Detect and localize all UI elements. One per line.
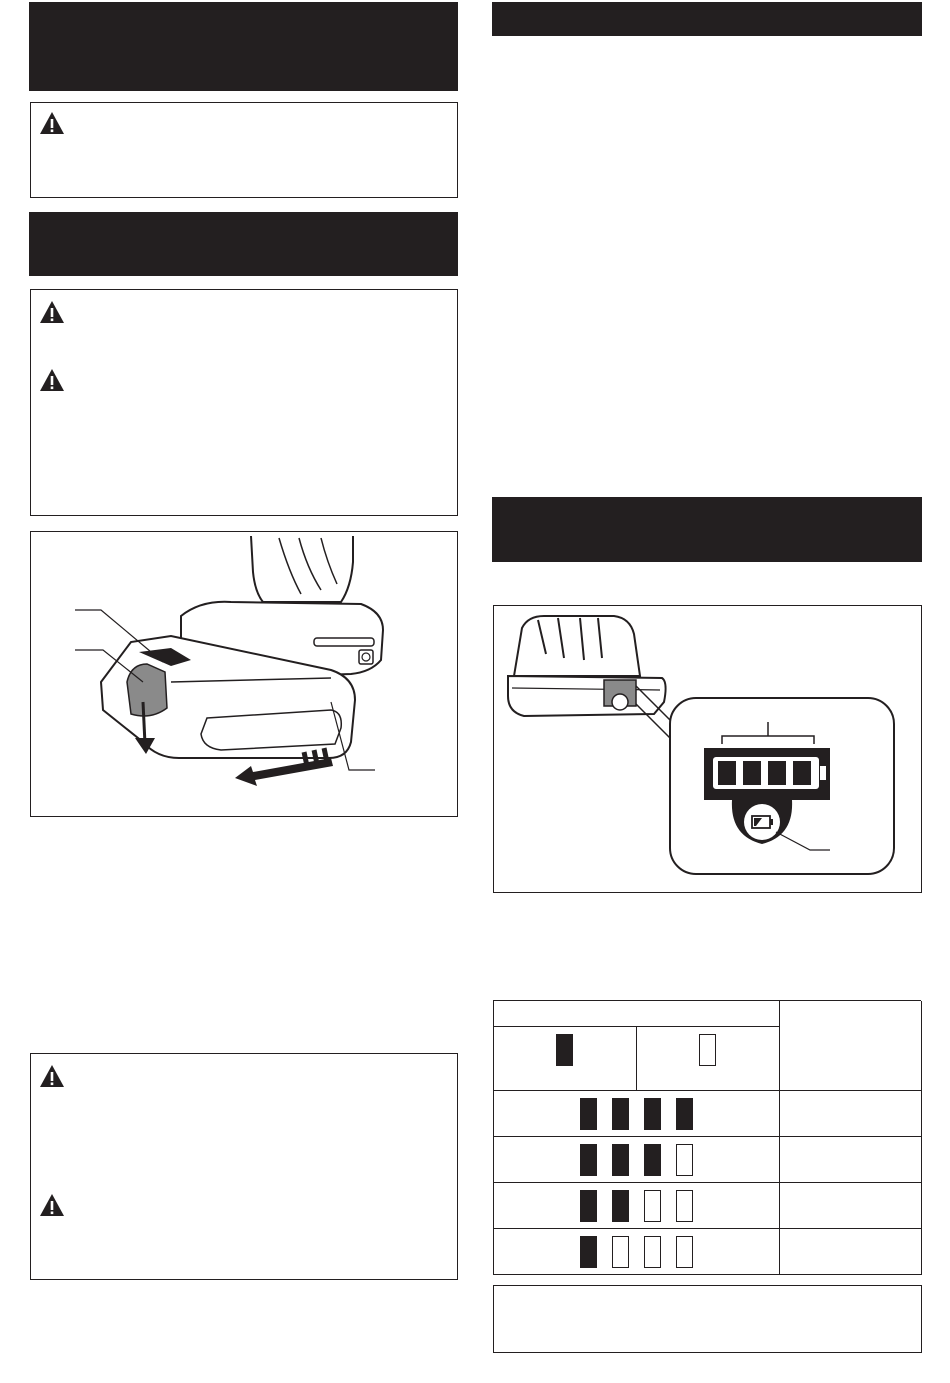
warning-triangle-icon: [39, 368, 65, 392]
lamp-lit-icon: [580, 1098, 597, 1130]
lamp-lit-icon: [644, 1144, 661, 1176]
lamp-off-icon: [644, 1236, 661, 1268]
section-header-bar-4: [492, 497, 922, 562]
lamp-off-icon: [644, 1190, 661, 1222]
caution-box-2: [30, 289, 458, 516]
caution-box-1: [30, 102, 458, 198]
lamp-lit-icon: [556, 1034, 573, 1066]
lamp-off-icon: [699, 1034, 716, 1066]
indicator-table: [493, 1000, 921, 1275]
lamp-off-icon: [676, 1190, 693, 1222]
table-header-off: [637, 1027, 780, 1091]
tool-battery-removal-illustration: [31, 532, 457, 816]
table-row-remaining-capacity: [780, 1137, 922, 1183]
table-header-indicator: [494, 1001, 780, 1027]
lamp-off-icon: [676, 1144, 693, 1176]
caution-box-3: [30, 1053, 458, 1280]
lamp-lit-icon: [644, 1098, 661, 1130]
lamp-lit-icon: [580, 1236, 597, 1268]
table-row: [494, 1229, 780, 1275]
table-row: [494, 1137, 780, 1183]
lamp-lit-icon: [676, 1098, 693, 1130]
section-header-bar-2: [29, 212, 458, 276]
section-header-bar-1: [29, 2, 458, 91]
table-row-remaining-capacity: [780, 1091, 922, 1137]
lamp-off-icon: [612, 1236, 629, 1268]
figure-battery-indicator: [493, 605, 922, 893]
table-row: [494, 1183, 780, 1229]
table-header-lit: [494, 1027, 637, 1091]
lamp-lit-icon: [612, 1190, 629, 1222]
warning-triangle-icon: [39, 300, 65, 324]
lamp-off-icon: [676, 1236, 693, 1268]
note-box: [493, 1285, 922, 1353]
lamp-lit-icon: [612, 1098, 629, 1130]
lamp-lit-icon: [580, 1190, 597, 1222]
lamp-lit-icon: [612, 1144, 629, 1176]
section-header-bar-3: [492, 2, 922, 36]
lamp-lit-icon: [580, 1144, 597, 1176]
warning-triangle-icon: [39, 1193, 65, 1217]
table-row-remaining-capacity: [780, 1229, 922, 1275]
table-row-remaining-capacity: [780, 1183, 922, 1229]
figure-battery-removal: [30, 531, 458, 817]
warning-triangle-icon: [39, 1064, 65, 1088]
warning-triangle-icon: [39, 111, 65, 135]
table-header-remaining: [780, 1001, 922, 1091]
table-row: [494, 1091, 780, 1137]
battery-indicator-illustration: [494, 606, 921, 892]
